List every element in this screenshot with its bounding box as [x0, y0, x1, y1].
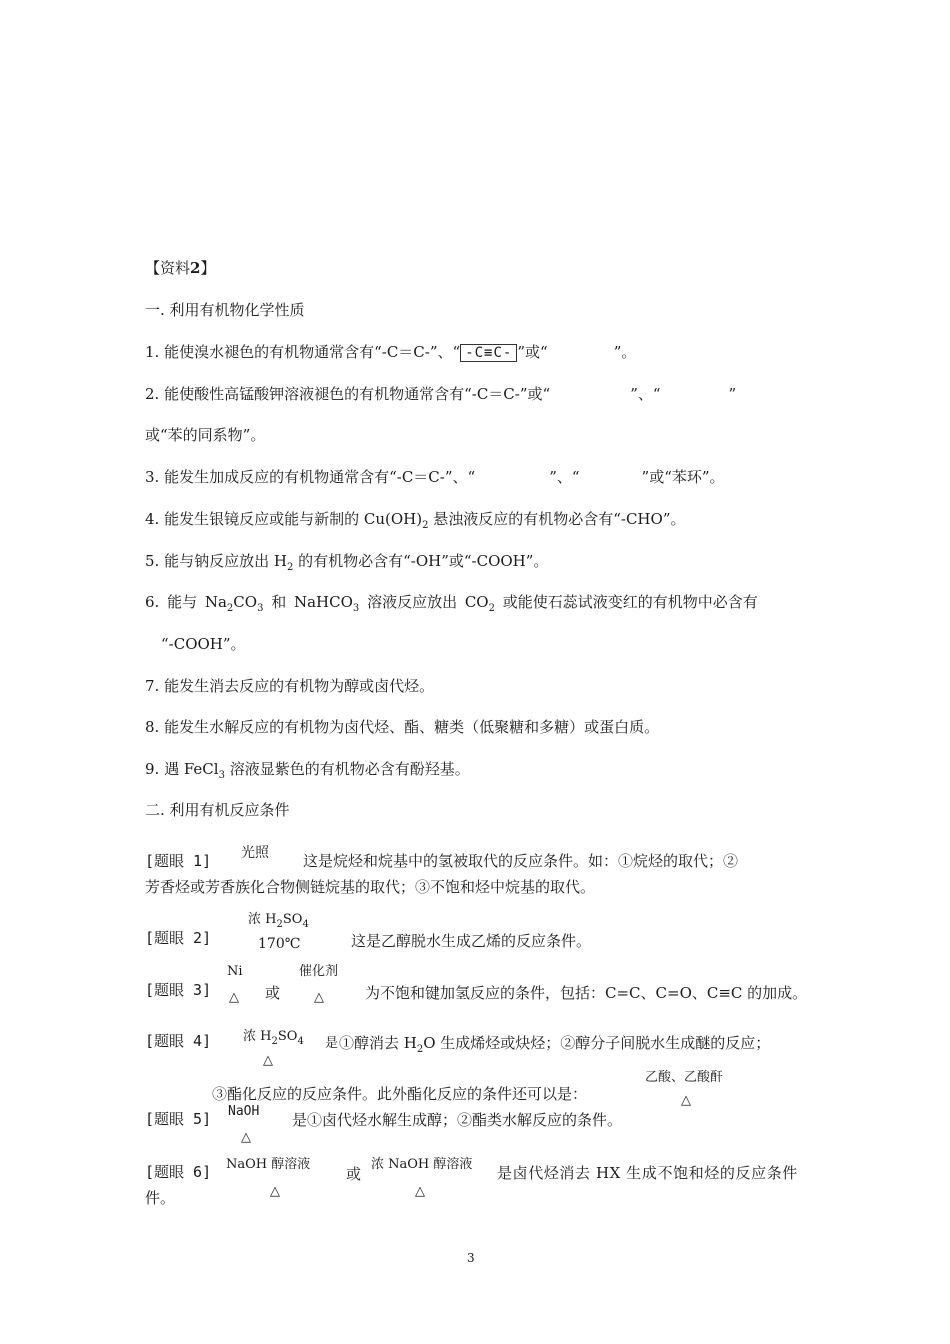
item-3: 3. 能发生加成反应的有机物通常含有“-C＝C-”、“ ”、“ ”或“苯环”。	[145, 468, 725, 486]
clue-2-text: 这是乙醇脱水生成乙烯的反应条件。	[351, 932, 592, 950]
clue-1-text-2: 芳香烃或芳香族化合物侧链烷基的取代；③不饱和烃中烷基的取代。	[145, 878, 596, 896]
triple-bond-box: -C≡C-	[460, 344, 517, 362]
clue-5-text: 是①卤代烃水解生成醇；②酯类水解反应的条件。	[292, 1111, 623, 1129]
item-2-continued: 或“苯的同系物”。	[145, 426, 266, 444]
clue-4-line-2: ③酯化反应的反应条件。此外酯化反应的条件还可以是：	[212, 1085, 588, 1103]
clue-6-condition-1: NaOH 醇溶液	[226, 1157, 311, 1172]
clue-3-text: 为不饱和键加氢反应的条件，包括：C=C、C=O、C≡C 的加成。	[365, 984, 808, 1002]
item-8: 8. 能发生水解反应的有机物为卤代烃、酯、糖类（低聚糖和多糖）或蛋白质。	[145, 718, 660, 736]
clue-2-tag: [题眼 2]	[145, 929, 212, 947]
clue-4-text: ①醇消去 $H_2O$ 生成烯烃或炔烃；②醇分子间脱水生成醚的反应；	[339, 1034, 771, 1055]
clue-2-condition-top: 浓 $H_2SO_4$	[248, 912, 309, 930]
clue-1-condition: 光照	[241, 845, 269, 861]
item-4: 4. 能发生银镜反应或能与新制的 $Cu(OH)_2$ 悬浊液反应的有机物必含有“-CHO”。	[145, 510, 686, 531]
heat-triangle-icon: △	[263, 1053, 273, 1068]
heat-triangle-icon: △	[415, 1184, 425, 1199]
item-6-continued: “-COOH”。	[161, 635, 246, 653]
item-9: 9. 遇 FeCl$_3$ 溶液显紫色的有机物必含有酚羟基。	[145, 760, 470, 781]
clue-4-alt-condition: 乙酸、乙酸酐	[645, 1070, 724, 1085]
section-heading: 【资料2】	[145, 259, 216, 277]
heat-triangle-icon: △	[241, 1130, 251, 1145]
item-7: 7. 能发生消去反应的有机物为醇或卤代烃。	[145, 677, 435, 695]
page-number: 3	[467, 1251, 475, 1265]
heat-triangle-icon: △	[229, 990, 239, 1005]
item-1: 1. 能使溴水褪色的有机物通常含有“-C＝C-”、“ -C≡C- ”或“ ”。	[145, 343, 637, 361]
clue-3-catalyst: 催化剂	[299, 964, 339, 979]
item-5: 5. 能与钠反应放出 $H_2$ 的有机物必含有“-OH”或“-COOH”。	[145, 552, 549, 573]
clue-6-condition-2: 浓 NaOH 醇溶液	[371, 1157, 473, 1172]
heat-triangle-icon: △	[270, 1184, 280, 1199]
clue-3-catalyst-ni: Ni	[227, 964, 243, 979]
clue-6-or: 或	[346, 1165, 362, 1183]
clue-4-tag: [题眼 4]	[145, 1032, 212, 1050]
clue-1-tag: [题眼 1]	[145, 852, 212, 870]
clue-5-tag: [题眼 5]	[145, 1110, 212, 1128]
clue-1-text: 这是烷烃和烷基中的氢被取代的反应条件。如：①烷烃的取代；②	[303, 852, 739, 870]
clue-5-condition: NaOH	[228, 1104, 260, 1119]
section-2-title: 二. 利用有机反应条件	[145, 801, 290, 819]
heat-triangle-icon: △	[681, 1093, 691, 1108]
item-2: 2. 能使酸性高锰酸钾溶液褪色的有机物通常含有“-C＝C-”或“ ”、“ ”	[145, 385, 737, 403]
clue-3-or: 或	[265, 984, 281, 1002]
clue-4-shi: 是	[325, 1036, 339, 1051]
clue-2-condition-bottom: 170℃	[258, 936, 301, 952]
clue-3-tag: [题眼 3]	[145, 981, 212, 999]
clue-6-tag: [题眼 6]	[145, 1163, 212, 1181]
item-6: 6. 能与 $Na_2CO_3$ 和 NaHCO$_3$ 溶液反应放出 $CO_2$ 或能使石蕊试液变红的有机物中必含有	[145, 593, 758, 614]
heat-triangle-icon: △	[314, 990, 324, 1005]
clue-6-text-2: 件。	[145, 1189, 176, 1207]
clue-4-condition-top: 浓 $H_2SO_4$	[243, 1029, 304, 1047]
clue-6-text: 是卤代烃消去 HX 生成不饱和烃的反应条件	[497, 1164, 798, 1182]
section-1-title: 一. 利用有机物化学性质	[145, 301, 305, 319]
